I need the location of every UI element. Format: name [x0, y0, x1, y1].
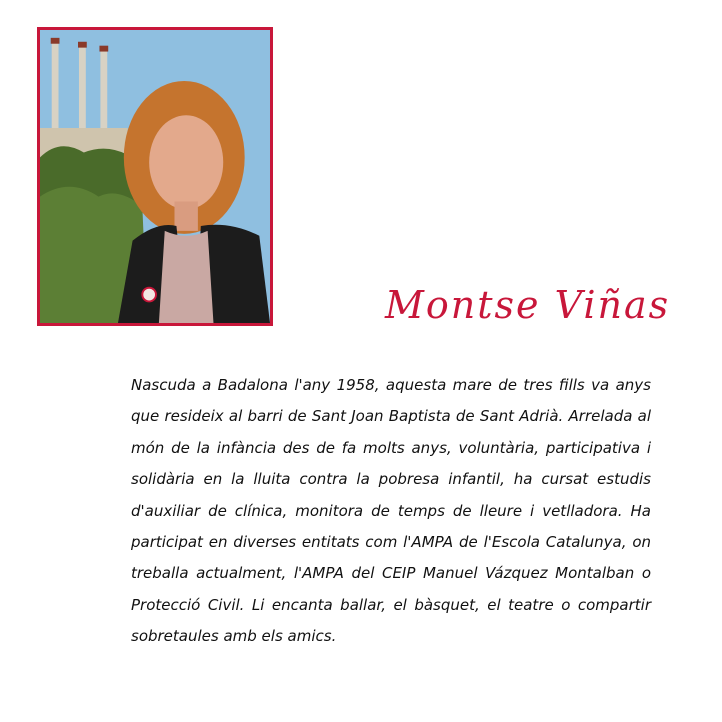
biography-text: Nascuda a Badalona l'any 1958, aquesta mare de tres fills va anys que resideix al barri de Sant Joan Baptista de Sant Adrià. Arrelada al món de la infància des de fa molts anys, voluntària, participativa i solidària en la lluita contra la pobresa infantil, ha cursat estudis d'auxiliar de clínica, monitora de temps de lleure i vetlladora. Ha participat en diverses entitats com l'AMPA de l'Escola Catalunya, on treballa actualment, l'AMPA del CEIP Manuel Vázquez Montalban o Protecció Civil. Li encanta ballar, el bàsquet, el teatre o compartir sobretaules amb els amics.	[131, 376, 651, 646]
person-name: Montse Viñas	[385, 283, 671, 327]
profile-photo	[37, 27, 273, 326]
portrait-image	[40, 30, 270, 323]
